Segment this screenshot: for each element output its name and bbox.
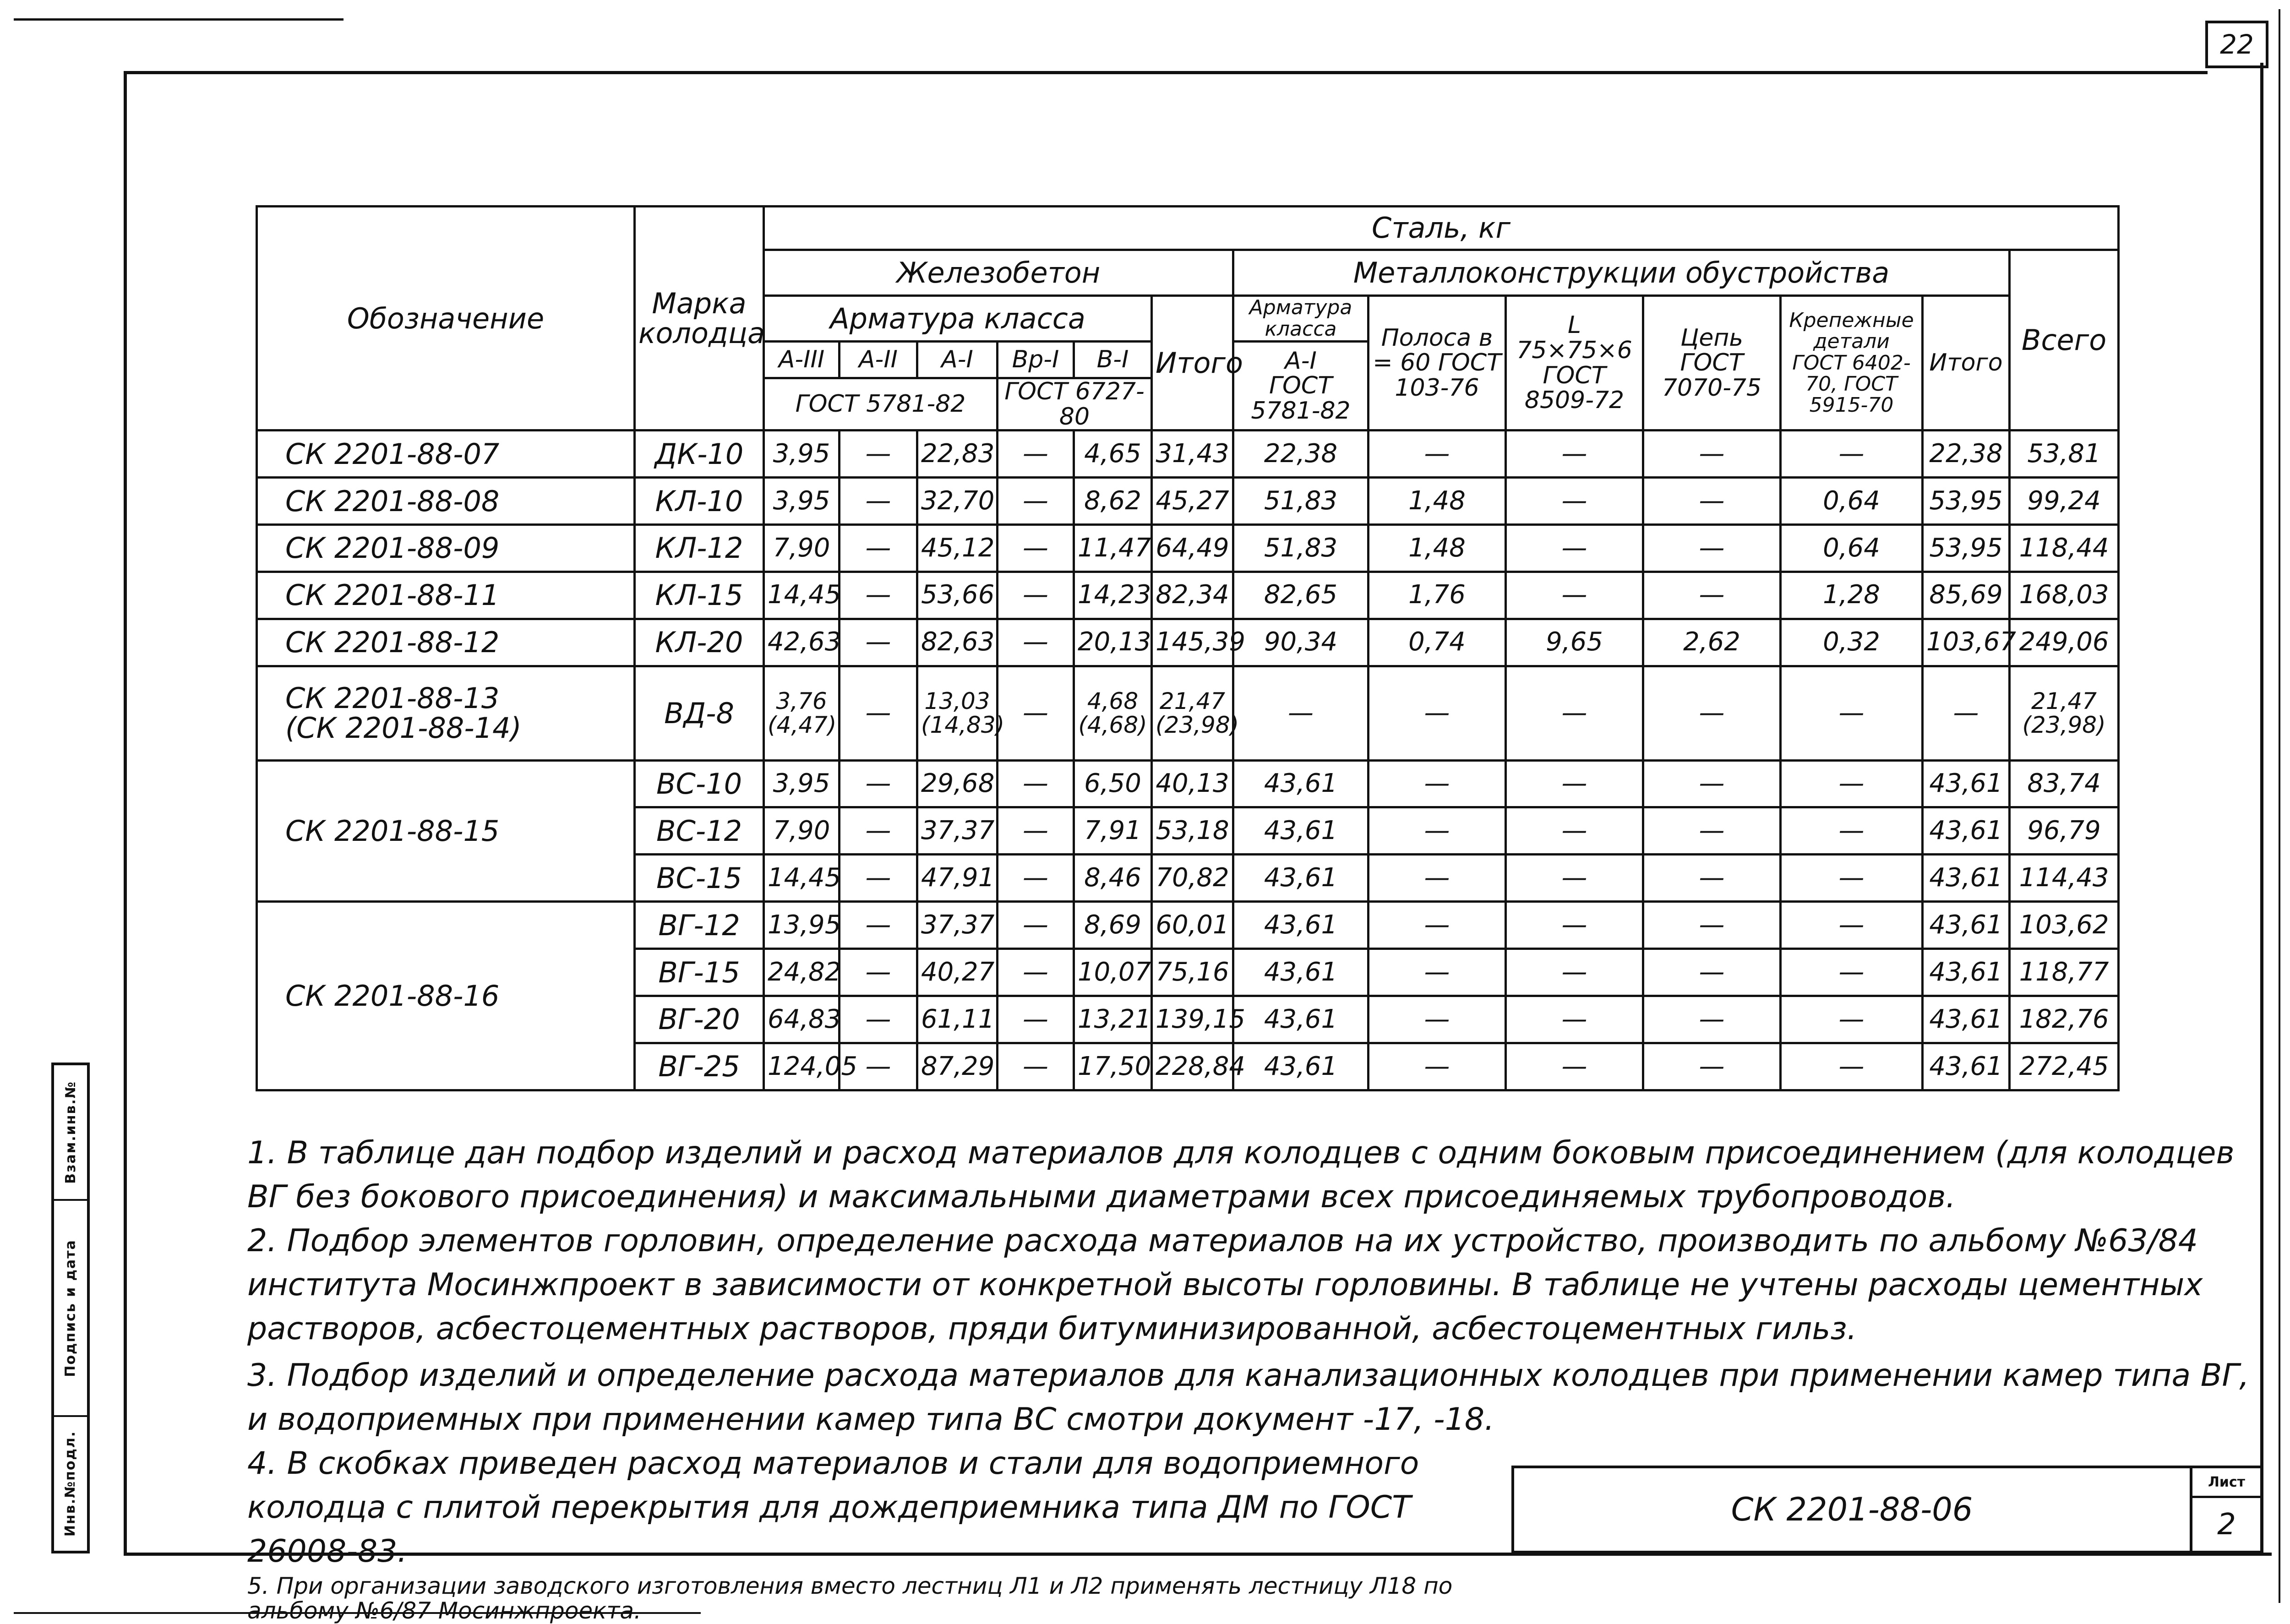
value-cell: 24,82 (764, 949, 840, 996)
value-cell: 96,79 (2010, 807, 2119, 855)
table-row (257, 525, 2119, 572)
well-mark-cell: КЛ-15 (635, 572, 764, 619)
value-cell: 168,03 (2010, 572, 2119, 619)
value-cell: — (840, 902, 917, 949)
value-cell: — (1369, 902, 1506, 949)
header-mc-rebar-type (1233, 342, 1369, 431)
value-cell: — (1781, 949, 1923, 996)
table-row (257, 478, 2119, 525)
value-cell: — (840, 572, 917, 619)
well-mark-cell: ВС-15 (635, 855, 764, 902)
value-cell: 87,29 (917, 1043, 998, 1090)
value-cell: 85,69 (1923, 572, 2010, 619)
table-header (257, 207, 2119, 431)
header-steel: Сталь, кг (764, 207, 2119, 250)
value-cell: 118,44 (2010, 525, 2119, 572)
value-cell: 2,62 (1643, 619, 1781, 666)
value-cell: 47,91 (917, 855, 998, 902)
value-cell: 40,27 (917, 949, 998, 996)
value-cell: — (840, 666, 917, 760)
value-cell: 43,61 (1233, 902, 1369, 949)
value-cell: — (1506, 572, 1643, 619)
header-mc-rebar-class: Арматура класса (1233, 296, 1369, 342)
table-row (257, 431, 2119, 478)
header-chain: Цепь ГОСТ 7070-75 (1643, 296, 1781, 431)
value-cell: — (1643, 431, 1781, 478)
table-row (257, 666, 2119, 760)
value-cell: 0,64 (1781, 525, 1923, 572)
value-cell: — (1643, 949, 1781, 996)
mc-rebar-type: А-I (1285, 347, 1317, 375)
header-subtotal-rc: Итого (1152, 296, 1233, 431)
value-cell: — (1369, 1043, 1506, 1090)
value-cell: — (1369, 760, 1506, 807)
value-cell: — (840, 478, 917, 525)
value-cell: — (1643, 807, 1781, 855)
value-cell: — (1506, 996, 1643, 1043)
value-cell: — (998, 619, 1074, 666)
header-rebar-col: В-I (1074, 342, 1152, 378)
value-cell: — (998, 572, 1074, 619)
value-cell: — (1506, 478, 1643, 525)
sidebar-cell (54, 1065, 87, 1201)
title-stamp (1511, 1466, 2263, 1553)
value-cell: — (998, 807, 1074, 855)
value-cell: 3,95 (764, 431, 840, 478)
value-cell: — (1369, 855, 1506, 902)
value-cell: — (998, 996, 1074, 1043)
table-row (257, 902, 2119, 949)
value-cell: 99,24 (2010, 478, 2119, 525)
value-cell: — (998, 855, 1074, 902)
value-cell: 103,62 (2010, 902, 2119, 949)
value-cell: — (998, 525, 1074, 572)
well-mark-cell: ВД-8 (635, 666, 764, 760)
header-designation: Обозначение (257, 207, 635, 431)
value-cell: — (1781, 431, 1923, 478)
value-cell: 114,43 (2010, 855, 2119, 902)
value-cell: — (1369, 807, 1506, 855)
value-cell: — (998, 1043, 1074, 1090)
header-total: Всего (2010, 250, 2119, 431)
designation-text: СК 2201-88-15 (285, 814, 500, 848)
frame-top-line (124, 71, 2208, 74)
header-angle (1506, 296, 1643, 431)
table-row (257, 760, 2119, 807)
value-cell: 64,49 (1152, 525, 1233, 572)
value-cell: — (1643, 996, 1781, 1043)
value-cell: 32,70 (917, 478, 998, 525)
sidebar-cell (54, 1201, 87, 1417)
sheet-number: 2 (2217, 1507, 2236, 1542)
well-mark-cell: ДК-10 (635, 431, 764, 478)
value-cell: — (998, 949, 1074, 996)
value-cell: 1,48 (1369, 478, 1506, 525)
value-cell: 124,05 (764, 1043, 840, 1090)
value-cell: — (998, 431, 1074, 478)
value-cell: 8,62 (1074, 478, 1152, 525)
value-cell: — (998, 760, 1074, 807)
value-cell: — (1781, 666, 1923, 760)
value-cell: 83,74 (2010, 760, 2119, 807)
value-cell: 7,91 (1074, 807, 1152, 855)
value-cell: 53,95 (1923, 525, 2010, 572)
value-cell: 43,61 (1923, 949, 2010, 996)
steel-consumption-table (256, 205, 2120, 1091)
value-cell: 20,13 (1074, 619, 1152, 666)
value-cell: 21,47 (23,98) (1152, 666, 1233, 760)
value-cell: 43,61 (1923, 1043, 2010, 1090)
value-cell: 4,65 (1074, 431, 1152, 478)
table-body (257, 431, 2119, 1090)
value-cell: — (1506, 807, 1643, 855)
table-row (257, 619, 2119, 666)
header-gost-6727: ГОСТ 6727-80 (998, 378, 1152, 431)
header-well-mark-line1: Марка (652, 287, 747, 320)
value-cell: — (840, 760, 917, 807)
header-rebar-class: Арматура класса (764, 296, 1152, 342)
value-cell: 13,03 (14,83) (917, 666, 998, 760)
value-cell: 10,07 (1074, 949, 1152, 996)
value-cell: 45,27 (1152, 478, 1233, 525)
well-mark-cell: ВГ-12 (635, 902, 764, 949)
value-cell: 53,66 (917, 572, 998, 619)
frame-right-line (2260, 63, 2263, 1556)
value-cell: — (1781, 807, 1923, 855)
value-cell: — (998, 478, 1074, 525)
header-subtotal-mc: Итого (1923, 296, 2010, 431)
note-item: 3. Подбор изделий и определение расхода материалов для канализационных колодцев при применении камер типа ВГ, и водоприемных при применении камер типа ВС смотри документ -17, -18. (247, 1357, 2249, 1438)
value-cell: 14,45 (764, 572, 840, 619)
value-cell: 13,95 (764, 902, 840, 949)
designation-cell (257, 572, 635, 619)
value-cell: — (1643, 855, 1781, 902)
top-edge-line (14, 18, 344, 21)
value-cell: 60,01 (1152, 902, 1233, 949)
value-cell: 31,43 (1152, 431, 1233, 478)
value-cell: 43,61 (1233, 996, 1369, 1043)
value-cell: 42,63 (764, 619, 840, 666)
designation-text: СК 2201-88-11 (285, 578, 500, 612)
value-cell: 70,82 (1152, 855, 1233, 902)
value-cell: 1,48 (1369, 525, 1506, 572)
sidebar-cell (54, 1417, 87, 1551)
header-gost-5781: ГОСТ 5781-82 (764, 378, 998, 431)
value-cell: 43,61 (1233, 855, 1369, 902)
designation-cell (257, 760, 635, 902)
header-metal-structures: Металлоконструкции обустройства (1233, 250, 2010, 296)
well-mark-cell: ВС-12 (635, 807, 764, 855)
value-cell: — (1233, 666, 1369, 760)
value-cell: 53,95 (1923, 478, 2010, 525)
value-cell: — (1781, 760, 1923, 807)
value-cell: 45,12 (917, 525, 998, 572)
value-cell: 64,83 (764, 996, 840, 1043)
value-cell: — (1781, 902, 1923, 949)
value-cell: 75,16 (1152, 949, 1233, 996)
value-cell: — (840, 1043, 917, 1090)
designation-text: СК 2201-88-09 (285, 531, 500, 565)
document-code: СК 2201-88-06 (1514, 1468, 2192, 1551)
value-cell: 51,83 (1233, 525, 1369, 572)
value-cell: 22,38 (1233, 431, 1369, 478)
value-cell: 13,21 (1074, 996, 1152, 1043)
designation-text: СК 2201-88-12 (285, 626, 500, 659)
header-rebar-col: Вр-I (998, 342, 1074, 378)
note-item: 4. В скобках приведен расход материалов и стали для водоприемного колодца с плитой перекрытия для дождеприемника типа ДМ по ГОСТ 26008-83. (247, 1445, 1419, 1570)
value-cell: 249,06 (2010, 619, 2119, 666)
value-cell: — (998, 666, 1074, 760)
frame-right-outer-line (2279, 9, 2280, 1603)
well-mark-cell: ВГ-15 (635, 949, 764, 996)
value-cell: — (1506, 666, 1643, 760)
value-cell: 14,23 (1074, 572, 1152, 619)
value-cell: 53,81 (2010, 431, 2119, 478)
well-mark-cell: ВС-10 (635, 760, 764, 807)
designation-text: СК 2201-88-07 (285, 437, 500, 471)
value-cell: — (1506, 1043, 1643, 1090)
value-cell: 103,67 (1923, 619, 2010, 666)
designation-cell (257, 902, 635, 1090)
value-cell: — (1643, 525, 1781, 572)
value-cell: — (1369, 949, 1506, 996)
designation-cell (257, 666, 635, 760)
value-cell: — (1369, 996, 1506, 1043)
value-cell: — (840, 855, 917, 902)
sheet-label: Лист (2192, 1468, 2261, 1498)
value-cell: — (1643, 478, 1781, 525)
designation-cell (257, 525, 635, 572)
value-cell: 43,61 (1233, 949, 1369, 996)
value-cell: 3,95 (764, 760, 840, 807)
value-cell: 4,68 (4,68) (1074, 666, 1152, 760)
value-cell: — (1506, 855, 1643, 902)
value-cell: 61,11 (917, 996, 998, 1043)
value-cell: 7,90 (764, 807, 840, 855)
header-reinforced-concrete: Железобетон (764, 250, 1233, 296)
value-cell: 90,34 (1233, 619, 1369, 666)
angle-symbol: L (1568, 311, 1581, 339)
value-cell: — (1369, 431, 1506, 478)
value-cell: 51,83 (1233, 478, 1369, 525)
value-cell: 272,45 (2010, 1043, 2119, 1090)
well-mark-cell: КЛ-10 (635, 478, 764, 525)
table-row (257, 572, 2119, 619)
value-cell: — (1781, 996, 1923, 1043)
value-cell: 118,77 (2010, 949, 2119, 996)
sidebar-label: Инв.№подл. (62, 1431, 79, 1537)
value-cell: 6,50 (1074, 760, 1152, 807)
value-cell: 17,50 (1074, 1043, 1152, 1090)
value-cell: 37,37 (917, 807, 998, 855)
value-cell: — (1506, 760, 1643, 807)
value-cell: — (1643, 760, 1781, 807)
value-cell: 29,68 (917, 760, 998, 807)
value-cell: — (1506, 525, 1643, 572)
value-cell: 43,61 (1233, 1043, 1369, 1090)
value-cell: 40,13 (1152, 760, 1233, 807)
approval-sidebar (51, 1063, 90, 1553)
value-cell: — (1506, 902, 1643, 949)
value-cell: 0,74 (1369, 619, 1506, 666)
header-fasteners: Крепежные детали ГОСТ 6402-70, ГОСТ 5915-70 (1781, 296, 1923, 431)
value-cell: — (840, 431, 917, 478)
header-well-mark-line2: колодца (638, 316, 765, 350)
header-rebar-col: А-I (917, 342, 998, 378)
value-cell: 22,83 (917, 431, 998, 478)
angle-label: 75×75×6 ГОСТ 8509-72 (1516, 337, 1632, 414)
value-cell: 43,61 (1923, 807, 2010, 855)
value-cell: 7,90 (764, 525, 840, 572)
value-cell: 139,15 (1152, 996, 1233, 1043)
value-cell: 1,28 (1781, 572, 1923, 619)
note-item: 2. Подбор элементов горловин, определение расхода материалов на их устройство, производить по альбому №63/84 института Мосинжпроект в зависимости от конкретной высоты горловины. В таблице не учтены расходы цементных растворов, асбестоцементных растворов, пряди битуминизированной, асбестоцементных гильз. (247, 1223, 2203, 1347)
value-cell: 0,64 (1781, 478, 1923, 525)
value-cell: — (840, 807, 917, 855)
value-cell: 43,61 (1923, 902, 2010, 949)
value-cell: 43,61 (1923, 760, 2010, 807)
designation-cell (257, 619, 635, 666)
value-cell: — (1781, 1043, 1923, 1090)
value-cell: 22,38 (1923, 431, 2010, 478)
value-cell: — (1643, 1043, 1781, 1090)
value-cell: 14,45 (764, 855, 840, 902)
value-cell: — (1643, 666, 1781, 760)
value-cell: — (1506, 431, 1643, 478)
frame-left-line (124, 71, 127, 1555)
value-cell: 82,63 (917, 619, 998, 666)
value-cell: 82,34 (1152, 572, 1233, 619)
value-cell: 37,37 (917, 902, 998, 949)
value-cell: 21,47 (23,98) (2010, 666, 2119, 760)
header-well-mark (635, 207, 764, 431)
value-cell: — (998, 902, 1074, 949)
value-cell: — (840, 996, 917, 1043)
header-rebar-col: А-III (764, 342, 840, 378)
designation-cell (257, 431, 635, 478)
value-cell: 43,61 (1233, 760, 1369, 807)
value-cell: 43,61 (1923, 855, 2010, 902)
header-strip: Полоса в = 60 ГОСТ 103-76 (1369, 296, 1506, 431)
value-cell: 9,65 (1506, 619, 1643, 666)
well-mark-cell: ВГ-25 (635, 1043, 764, 1090)
designation-text: СК 2201-88-16 (285, 979, 500, 1013)
value-cell: 43,61 (1923, 996, 2010, 1043)
value-cell: — (840, 949, 917, 996)
value-cell: — (840, 525, 917, 572)
value-cell: 3,95 (764, 478, 840, 525)
page-number: 22 (2205, 21, 2268, 68)
well-mark-cell: ВГ-20 (635, 996, 764, 1043)
value-cell: 11,47 (1074, 525, 1152, 572)
sidebar-label: Взам.инв.№ (62, 1080, 79, 1184)
value-cell: — (1781, 855, 1923, 902)
value-cell: 8,69 (1074, 902, 1152, 949)
value-cell: — (1643, 902, 1781, 949)
note-item: 5. При организации заводского изготовления вместо лестниц Л1 и Л2 применять лестницу Л18 по альбому №6/87 Мосинжпроекта. (247, 1573, 1453, 1624)
value-cell: 82,65 (1233, 572, 1369, 619)
header-rebar-col: А-II (840, 342, 917, 378)
designation-text-alt: (СК 2201-88-14) (285, 711, 522, 745)
sidebar-label: Подпись и дата (62, 1239, 79, 1377)
note-item: 1. В таблице дан подбор изделий и расход материалов для колодцев с одним боковым присоединением (для колодцев ВГ без бокового присоединения) и максимальными диаметрами всех присоединяемых трубопроводов. (247, 1135, 2235, 1215)
value-cell: 182,76 (2010, 996, 2119, 1043)
well-mark-cell: КЛ-20 (635, 619, 764, 666)
designation-text: СК 2201-88-08 (285, 484, 500, 518)
designation-cell (257, 478, 635, 525)
value-cell: 1,76 (1369, 572, 1506, 619)
value-cell: 3,76 (4,47) (764, 666, 840, 760)
value-cell: — (1643, 572, 1781, 619)
value-cell: — (1369, 666, 1506, 760)
value-cell: 8,46 (1074, 855, 1152, 902)
value-cell: 53,18 (1152, 807, 1233, 855)
designation-text: СК 2201-88-13 (285, 681, 500, 715)
value-cell: — (1923, 666, 2010, 760)
value-cell: 0,32 (1781, 619, 1923, 666)
value-cell: 145,39 (1152, 619, 1233, 666)
value-cell: 228,84 (1152, 1043, 1233, 1090)
value-cell: 43,61 (1233, 807, 1369, 855)
well-mark-cell: КЛ-12 (635, 525, 764, 572)
value-cell: — (840, 619, 917, 666)
value-cell: — (1506, 949, 1643, 996)
mc-rebar-gost: ГОСТ 5781-82 (1251, 372, 1351, 425)
